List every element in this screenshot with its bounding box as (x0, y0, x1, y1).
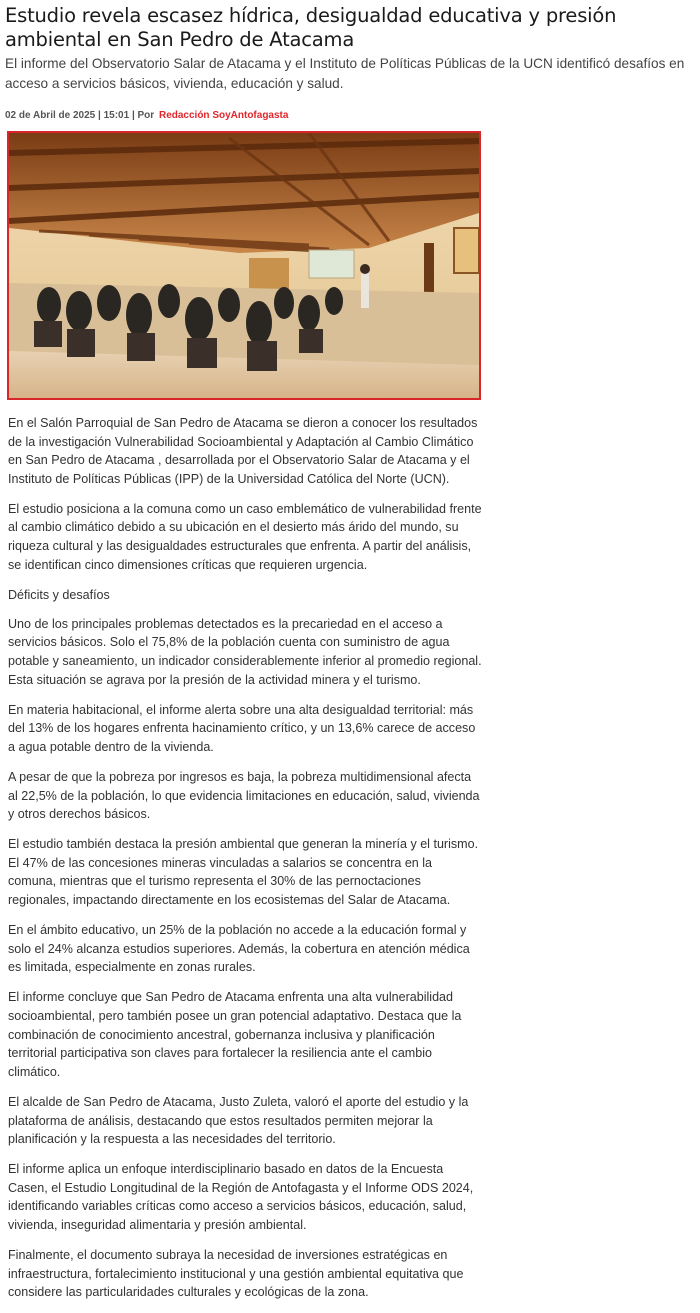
paragraph: Finalmente, el documento subraya la necesidad de inversiones estratégicas en infraestructura, fortalecimiento institucional y una gestión ambiental equitativa que considere las particularidades culturales y ecológicas de la zona. (8, 1248, 464, 1300)
author-link[interactable]: Redacción SoyAntofagasta (158, 110, 289, 121)
paragraph: El informe aplica un enfoque interdisciplinario basado en datos de la Encuesta Casen, el Estudio Longitudinal de la Región de Antofagasta y el Informe ODS 2024, identificando variables críticas como acceso a servicios básicos, educación, salud, vivienda, inseguridad alimentaria y presión ambiental. (8, 1162, 474, 1232)
article-byline (5, 110, 288, 121)
paragraph: En el ámbito educativo, un 25% de la población no accede a la educación formal y solo el 24% alcanza estudios superiores. Además, la cobertura en atención médica es limitada, especialmente en zonas rurales. (8, 923, 470, 975)
paragraph: En el Salón Parroquial de San Pedro de Atacama se dieron a conocer los resultados de la investigación Vulnerabilidad Socioambiental y Adaptación al Cambio Climático en San Pedro de Atacama , desarrollada por el Observatorio Salar de Atacama y el Instituto de Políticas Públicas (IPP) de la Universidad Católica del Norte (UCN). (8, 416, 478, 486)
paragraph: En materia habitacional, el informe alerta sobre una alta desigualdad territorial: más del 13% de los hogares enfrenta hacinamiento crítico, y un 13,6% carece de acceso a agua potable dentro de la vivienda. (8, 702, 476, 754)
article-photo (7, 131, 481, 400)
publish-date: 02 de Abril de 2025 | 15:01 | Por (5, 110, 155, 121)
paragraph: A pesar de que la pobreza por ingresos es baja, la pobreza multidimensional afecta al 22,5% de la población, lo que evidencia limitaciones en educación, salud, vivienda y otros derechos básicos. (8, 770, 480, 822)
paragraph: El estudio posiciona a la comuna como un caso emblemático de vulnerabilidad frente al cambio climático debido a su ubicación en el desierto más árido del mundo, su riqueza cultural y las desigualdades estructurales que enfrenta. A partir del análisis, se identifican cinco dimensiones críticas que requieren urgencia. (8, 501, 482, 572)
section-heading: Déficits y desafíos (8, 587, 110, 602)
article-title: Estudio revela escasez hídrica, desigualdad educativa y presión ambiental en San Pedro de Atacama (5, 4, 617, 51)
paragraph: El alcalde de San Pedro de Atacama, Justo Zuleta, valoró el aporte del estudio y la plataforma de análisis, destacando que estos resultados permiten mejorar la planificación y la respuesta a las necesidades del territorio. (8, 1094, 469, 1147)
paragraph: El informe concluye que San Pedro de Atacama enfrenta una alta vulnerabilidad socioambiental, pero también posee un gran potencial adaptativo. Destaca que la combinación de conocimiento ancestral, gobernanza inclusiva y planificación territorial participativa son claves para fortalecer la resiliencia ante el cambio climático. (8, 990, 462, 1079)
article-body (8, 414, 483, 1313)
article-subtitle: El informe del Observatorio Salar de Atacama y el Instituto de Políticas Públicas de la UCN identificó desafíos en acceso a servicios básicos, vivienda, educación y salud. (5, 56, 685, 91)
paragraph: El estudio también destaca la presión ambiental que generan la minería y el turismo. El 47% de las concesiones mineras vinculadas a salarios se concentra en la comuna, mientras que el turismo representa el 30% de las pernoctaciones regionales, impactando directamente en los ecosistemas del Salar de Atacama. (8, 837, 479, 908)
seminar-room-image (9, 133, 479, 398)
paragraph: Uno de los principales problemas detectados es la precariedad en el acceso a servicios básicos. Solo el 75,8% de la población cuenta con suministro de agua potable y saneamiento, un indicador considerablemente inferior al promedio regional. Esta situación se agrava por la presión de la actividad minera y el turismo. (8, 616, 482, 687)
